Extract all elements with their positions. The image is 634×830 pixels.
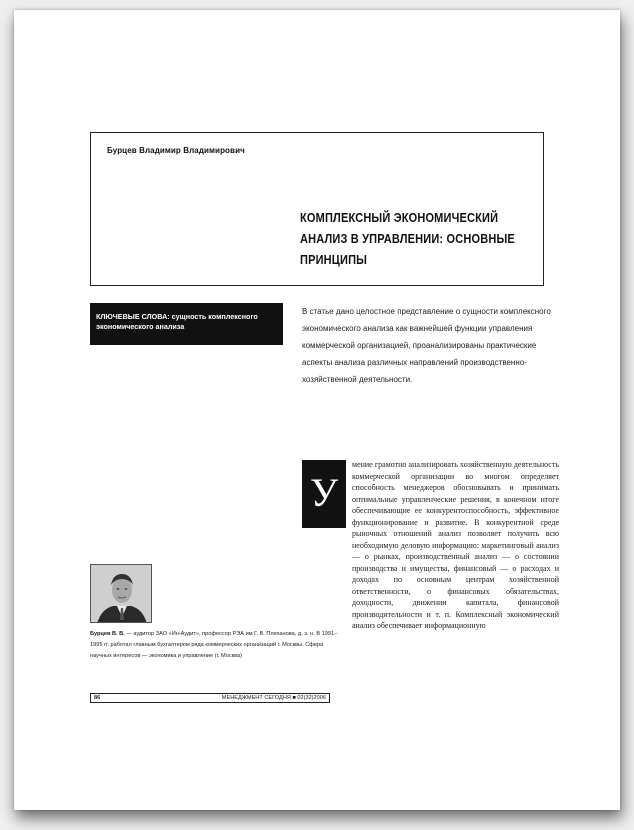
- drop-cap: У: [302, 460, 346, 528]
- document-page: [14, 10, 620, 810]
- page-number: 86: [94, 695, 101, 701]
- author-name: Бурцев Владимир Владимирович: [107, 146, 245, 155]
- journal-issue: МЕНЕДЖМЕНТ СЕГОДНЯ ■ 02(32)2006: [221, 695, 326, 701]
- keywords-box: КЛЮЧЕВЫЕ СЛОВА: сущность комплексного экономического анализа: [90, 303, 283, 345]
- caption-text: — аудитор ЗАО «Ин-Аудит», профессор РЭА им Г. В. Плеханова, д. э. н. В 1991–1995 гг. работал главным бухгалтером ряда коммерческих организаций г. Москвы. Сфера научных интересов — экономика и управление (г. Москва): [90, 631, 338, 659]
- abstract: В статье дано целостное представление о сущности комплексного экономического анализа как важнейшей функции управления коммерческой организацией, проанализированы практические аспекты анализа различных направлений производственно-хозяйственной деятельности.: [302, 307, 551, 384]
- page-footer: [90, 693, 330, 703]
- caption-author-name: Бурцев В. В.: [90, 631, 125, 637]
- body-text: мение грамотно анализировать хозяйственную деятельность коммерческой организации во многом определяет способность менеджеров обосновывать и принимать оптимальные управленческие решения, в конечном итоге обеспечивающие ее конкурентоспособность, эффективное функционирование и развитие. В конкурентной среде рыночных отношений анализ позволяет получить всю необходимую деловую информацию: маркетинговый анализ — о рынках, производственный анализ — о состоянии производства и имущества, финансовый — о расходах и доходах по основным центрам хозяйственной ответственности, о финансовых обязательствах, доходности, движении капитала, финансовой производительности и т. п. Комплексный экономический анализ обеспечивает информационную: [352, 460, 559, 630]
- article-title: КОМПЛЕКСНЫЙ ЭКОНОМИЧЕСКИЙ АНАЛИЗ В УПРАВЛЕНИИ: ОСНОВНЫЕ ПРИНЦИПЫ: [300, 211, 515, 267]
- author-photo: [90, 564, 152, 623]
- title-box: [90, 132, 544, 286]
- portrait-icon: [91, 565, 152, 623]
- author-caption: [90, 629, 340, 662]
